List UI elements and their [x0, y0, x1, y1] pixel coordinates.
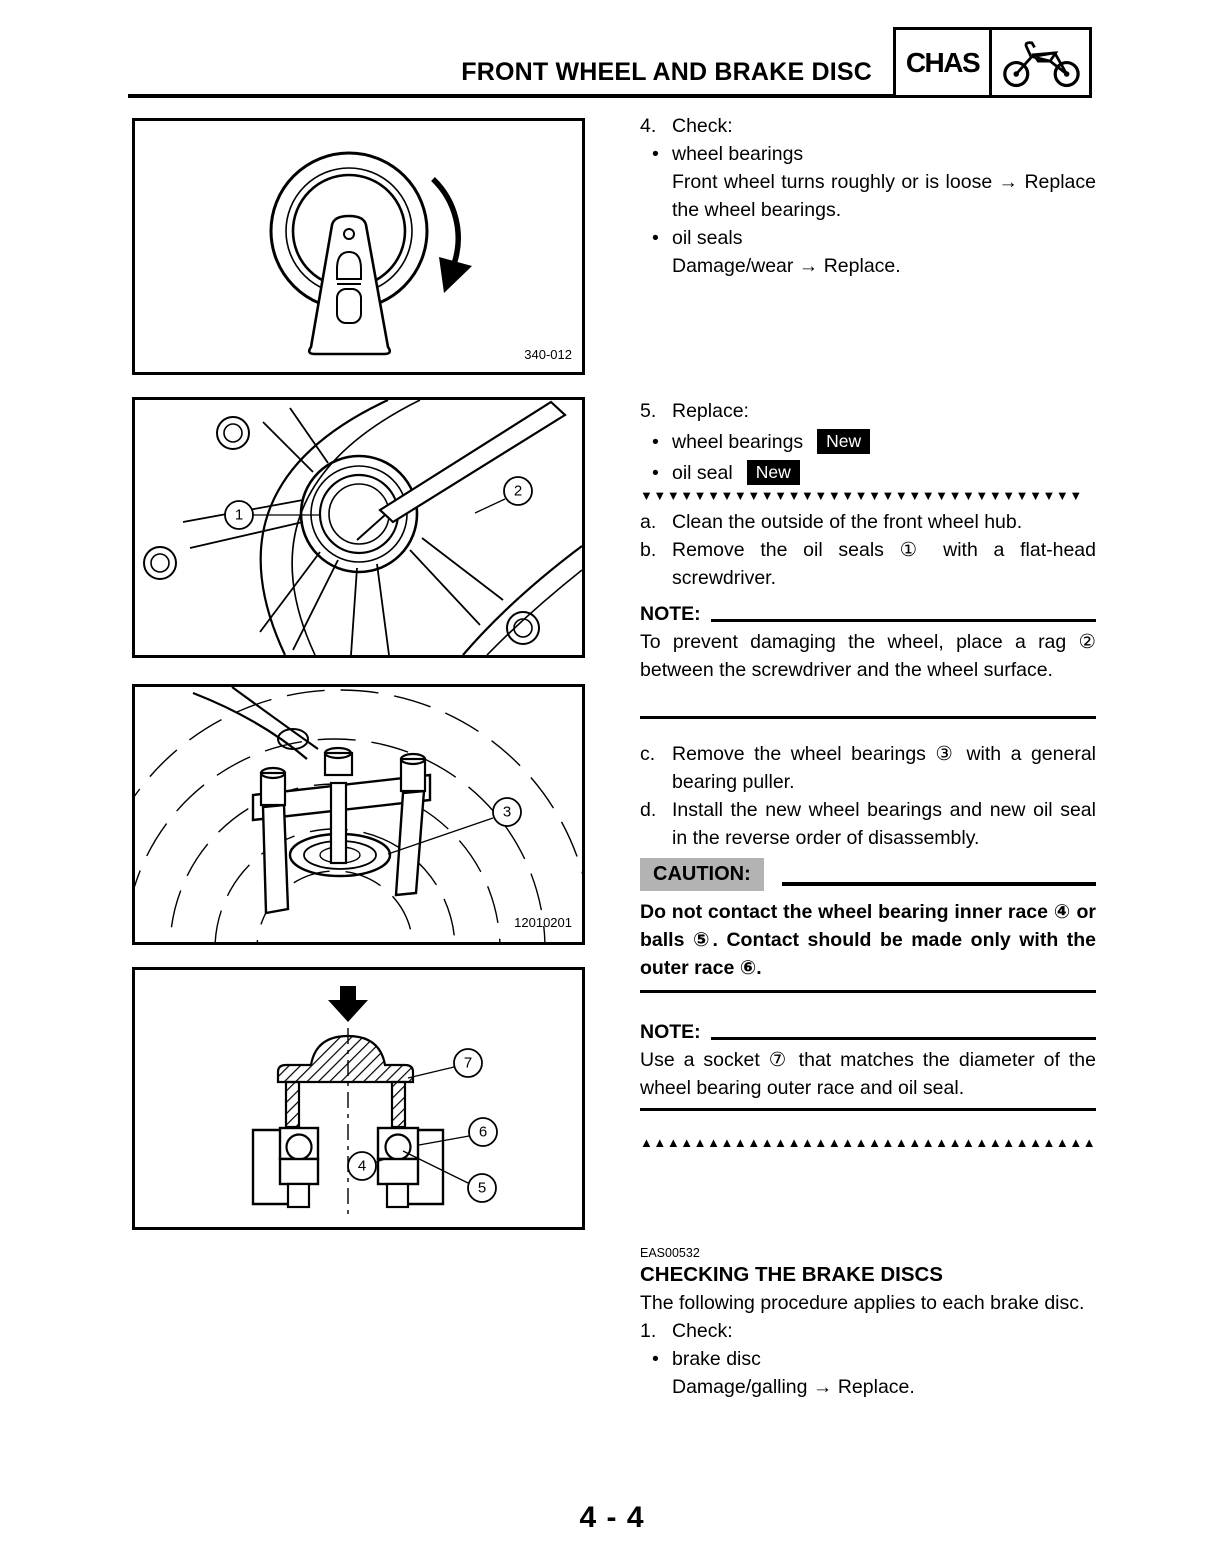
callout-7-number: 7	[463, 1054, 473, 1072]
substep-letter: c.	[640, 743, 656, 765]
note-label-rule	[711, 600, 1096, 622]
bullet: •	[652, 227, 659, 249]
step-title: Replace:	[672, 400, 749, 422]
check-item-label: oil seals	[672, 227, 743, 249]
callout-2-number: 2	[513, 482, 523, 500]
puller-screw	[331, 783, 346, 863]
figure-caption: 12010201	[514, 915, 572, 930]
section-heading: CHECKING THE BRAKE DISCS	[640, 1263, 943, 1286]
bullet: •	[652, 431, 659, 453]
socket	[278, 1036, 413, 1082]
substep-b	[640, 536, 1096, 592]
note-block-2	[640, 1018, 1096, 1111]
step-number: 1.	[640, 1320, 657, 1342]
replace-item-text: wheel bearings	[672, 431, 804, 453]
substep-letter: d.	[640, 799, 657, 821]
figure-bearing-install	[132, 967, 585, 1230]
step-number: 5.	[640, 400, 657, 422]
caution-block	[640, 858, 1096, 993]
note-label-rule	[711, 1018, 1096, 1040]
callout-1-number: 1	[234, 506, 244, 524]
rotation-arrow	[433, 179, 458, 264]
caution-label: CAUTION:	[640, 858, 764, 891]
section-intro: The following procedure applies to each brake disc.	[640, 1292, 1085, 1314]
step-4-check	[640, 112, 1096, 280]
note-label: NOTE:	[640, 1021, 701, 1043]
puller-left-leg	[263, 805, 288, 913]
replace-item-label	[672, 458, 1096, 489]
note-end-rule	[640, 716, 1096, 719]
note-label: NOTE:	[640, 603, 701, 625]
substep-text: Remove the oil seals ① with a flat-head screwdriver.	[672, 539, 1096, 589]
figure-wheel-check	[132, 118, 585, 375]
note-end-rule	[640, 1108, 1096, 1111]
callout-4-number: 4	[357, 1157, 367, 1175]
substep-letter: a.	[640, 511, 657, 533]
ball-left	[287, 1135, 312, 1160]
replace-item-label	[672, 427, 1096, 458]
page-number: 4 - 4	[579, 1501, 645, 1534]
new-badge: New	[747, 460, 800, 485]
new-badge: New	[817, 429, 870, 454]
ball-right	[386, 1135, 411, 1160]
spoke	[263, 408, 328, 472]
step-title: Check:	[672, 1320, 733, 1342]
callout-5-number: 5	[477, 1179, 487, 1197]
check-item-detail: Damage/galling → Replace.	[672, 1376, 915, 1398]
substep-a	[640, 508, 1096, 536]
bullet: •	[652, 143, 659, 165]
procedure-start-marker: ▼▼▼▼▼▼▼▼▼▼▼▼▼▼▼▼▼▼▼▼▼▼▼▼▼▼▼▼▼▼▼▼▼	[640, 488, 1083, 503]
inner-race-right	[378, 1159, 418, 1184]
callout-3-number: 3	[502, 803, 512, 821]
caution-label-rule	[782, 858, 1096, 886]
press-arrow	[328, 986, 368, 1022]
brake-discs-section	[640, 1246, 1096, 1401]
note-block-1	[640, 600, 1096, 719]
step-5-replace	[640, 396, 1096, 489]
note-text: Use a socket ⑦ that matches the diameter of the wheel bearing outer race and oil seal.	[640, 1049, 1096, 1099]
inner-race-left	[280, 1159, 318, 1184]
chapter-tag-box	[893, 27, 1092, 98]
page-title: FRONT WHEEL AND BRAKE DISC	[461, 58, 872, 86]
header-rule	[128, 94, 894, 98]
substep-c	[640, 740, 1096, 796]
caution-text: Do not contact the wheel bearing inner race ④ or balls ⑤. Contact should be made only with the outer race ⑥.	[640, 901, 1096, 979]
check-item-label: brake disc	[672, 1348, 761, 1370]
bullet: •	[652, 462, 659, 484]
screwdriver	[380, 402, 565, 522]
figure-caption: 340-012	[524, 347, 572, 362]
substep-letter: b.	[640, 539, 657, 561]
callout-6-number: 6	[478, 1123, 488, 1141]
substep-text: Install the new wheel bearings and new oil seal in the reverse order of disassembly.	[672, 799, 1096, 849]
bullet: •	[652, 1348, 659, 1370]
chapter-tag-label: CHAS	[896, 30, 992, 95]
note-text: To prevent damaging the wheel, place a rag ② between the screwdriver and the wheel surface.	[640, 631, 1096, 681]
check-item-detail: Damage/wear → Replace.	[672, 255, 901, 277]
section-code: EAS00532	[640, 1246, 700, 1260]
check-item-detail: Front wheel turns roughly or is loose → Replace the wheel bearings.	[672, 171, 1096, 221]
substep-text: Remove the wheel bearings ③ with a general bearing puller.	[672, 743, 1096, 793]
figure-oil-seal-removal	[132, 397, 585, 658]
procedure-end-marker: ▲▲▲▲▲▲▲▲▲▲▲▲▲▲▲▲▲▲▲▲▲▲▲▲▲▲▲▲▲▲▲▲▲▲	[640, 1135, 1096, 1150]
check-item-label: wheel bearings	[672, 143, 804, 165]
replace-item-text: oil seal	[672, 462, 733, 484]
substep-d	[640, 796, 1096, 852]
motorcycle-icon	[992, 30, 1089, 95]
figure-bearing-puller	[132, 684, 585, 945]
step-title: Check:	[672, 115, 733, 137]
step-number: 4.	[640, 115, 657, 137]
caution-end-rule	[640, 990, 1096, 993]
substep-text: Clean the outside of the front wheel hub.	[672, 511, 1023, 533]
